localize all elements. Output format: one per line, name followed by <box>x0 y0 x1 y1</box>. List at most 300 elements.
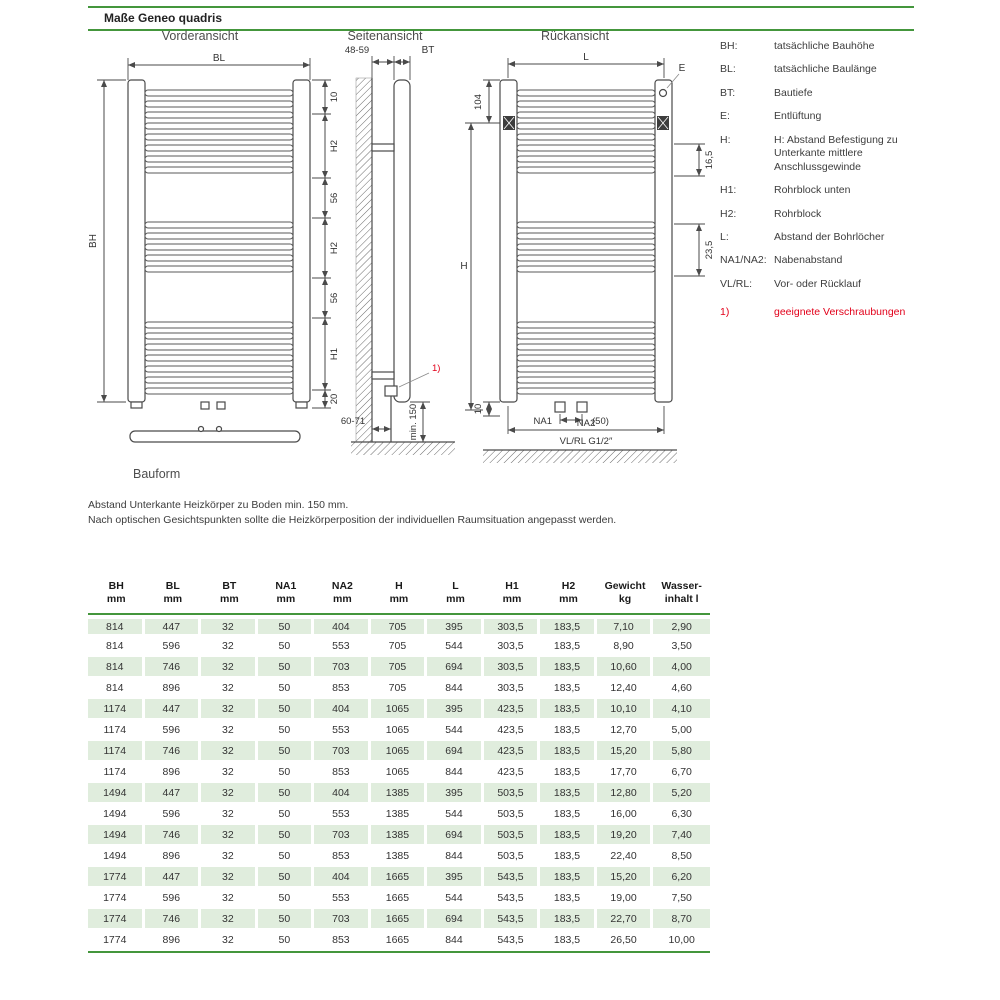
table-cell: 1385 <box>371 846 428 867</box>
table-cell: 183,5 <box>540 657 597 678</box>
legend-definition: Nabenabstand <box>774 254 843 267</box>
table-cell: 26,50 <box>597 930 654 951</box>
table-cell: 5,20 <box>653 783 710 804</box>
table-cell: 50 <box>258 678 315 699</box>
view-title-rear: Rückansicht <box>540 29 610 43</box>
table-cell: 1665 <box>371 930 428 951</box>
table-row <box>88 636 710 657</box>
table-cell: 1065 <box>371 762 428 783</box>
table-body <box>88 615 710 951</box>
page-title: Maße Geneo quadris <box>104 11 223 25</box>
table-cell: 544 <box>427 636 484 657</box>
table-cell: 1494 <box>88 783 145 804</box>
table-cell: 50 <box>258 615 315 636</box>
radiator-tube <box>517 167 655 173</box>
table-cell: 303,5 <box>484 678 541 699</box>
table-cell: 5,00 <box>653 720 710 741</box>
legend-definition: Vor- oder Rücklauf <box>774 277 861 290</box>
mounting-bracket-right <box>657 116 669 130</box>
side-view <box>341 29 455 455</box>
table-row <box>88 762 710 783</box>
wall-hatch <box>356 78 372 442</box>
table-cell: 1174 <box>88 720 145 741</box>
table-cell: 183,5 <box>540 678 597 699</box>
table-cell: 596 <box>145 888 202 909</box>
table-cell: 183,5 <box>540 741 597 762</box>
legend-definition: tatsächliche Bauhöhe <box>774 40 875 52</box>
dimension-drawing <box>85 26 725 491</box>
table-cell: 183,5 <box>540 888 597 909</box>
dim-label-20: 20 <box>329 393 340 405</box>
table-row <box>88 699 710 720</box>
table-cell: 844 <box>427 846 484 867</box>
table-cell: 6,70 <box>653 762 710 783</box>
column-header: BT mm <box>201 576 258 615</box>
dim-label-na1: NA1 <box>533 416 552 427</box>
table-cell: 1494 <box>88 846 145 867</box>
radiator-tube <box>517 156 655 162</box>
table-cell: 814 <box>88 678 145 699</box>
table-cell: 10,60 <box>597 657 654 678</box>
table-cell: 1174 <box>88 699 145 720</box>
table-cell: 404 <box>314 783 371 804</box>
dim-label-vlrl: VL/RL G1/2″ <box>559 436 613 447</box>
table-cell: 896 <box>145 678 202 699</box>
table-cell: 544 <box>427 804 484 825</box>
note-line: Nach optischen Gesichtspunkten sollte die Heizkörperposition der individuellen Raumsituation angepasst werden. <box>88 513 617 526</box>
dim-label-104: 104 <box>473 94 484 110</box>
table-cell: 746 <box>145 825 202 846</box>
legend-definition: tatsächliche Baulänge <box>774 63 877 76</box>
radiator-tube <box>145 123 293 129</box>
table-cell: 1174 <box>88 741 145 762</box>
table-cell: 50 <box>258 825 315 846</box>
table-cell: 746 <box>145 657 202 678</box>
column-header: L mm <box>427 576 484 615</box>
table-cell: 703 <box>314 825 371 846</box>
floor-hatch-side <box>351 442 455 455</box>
side-radiator-profile <box>394 80 410 402</box>
bauform-label: Bauform <box>133 467 181 481</box>
legend-item <box>720 110 916 123</box>
legend-item <box>720 134 916 174</box>
table-cell: 1385 <box>371 804 428 825</box>
table-cell: 183,5 <box>540 720 597 741</box>
table-cell: 303,5 <box>484 636 541 657</box>
dim-label-e: E <box>678 63 686 74</box>
table-cell: 1065 <box>371 741 428 762</box>
table-cell: 395 <box>427 783 484 804</box>
radiator-tube <box>145 145 293 151</box>
air-vent <box>660 90 667 97</box>
table-cell: 746 <box>145 741 202 762</box>
table-cell: 32 <box>201 825 258 846</box>
table-cell: 694 <box>427 741 484 762</box>
front-left-collector <box>128 80 145 402</box>
table-cell: 447 <box>145 783 202 804</box>
table-cell: 395 <box>427 867 484 888</box>
column-header: NA2 mm <box>314 576 371 615</box>
radiator-tube <box>145 322 293 328</box>
table-cell: 32 <box>201 762 258 783</box>
table-row <box>88 909 710 930</box>
radiator-tube <box>517 101 655 107</box>
dim-label-56-a: 56 <box>329 192 340 204</box>
table-header-row <box>88 576 710 615</box>
radiator-tube <box>145 233 293 239</box>
table-cell: 183,5 <box>540 909 597 930</box>
table-cell: 50 <box>258 762 315 783</box>
table-cell: 543,5 <box>484 888 541 909</box>
radiator-tube <box>145 366 293 372</box>
table-cell: 814 <box>88 657 145 678</box>
radiator-tube <box>517 333 655 339</box>
table-cell: 1385 <box>371 825 428 846</box>
table-cell: 50 <box>258 930 315 951</box>
table-cell: 1385 <box>371 783 428 804</box>
radiator-tube <box>145 355 293 361</box>
legend-definition: geeignete Verschraubungen <box>774 306 906 319</box>
legend-item <box>720 231 916 244</box>
table-cell: 4,00 <box>653 657 710 678</box>
table-cell: 50 <box>258 909 315 930</box>
legend-term: H2: <box>720 207 737 220</box>
radiator-tube <box>517 255 655 261</box>
radiator-tube <box>517 145 655 151</box>
table-cell: 6,30 <box>653 804 710 825</box>
legend-definition: Rohrblock <box>774 207 822 220</box>
table-cell: 17,70 <box>597 762 654 783</box>
table-cell: 553 <box>314 720 371 741</box>
table-cell: 16,00 <box>597 804 654 825</box>
table-cell: 1665 <box>371 909 428 930</box>
note-line: Abstand Unterkante Heizkörper zu Boden min. 150 mm. <box>88 499 349 511</box>
table-cell: 543,5 <box>484 930 541 951</box>
front-connection-stub <box>201 402 209 409</box>
radiator-tube <box>145 266 293 272</box>
table-cell: 15,20 <box>597 741 654 762</box>
table-cell: 183,5 <box>540 615 597 636</box>
legend-term: NA1/NA2: <box>720 254 767 267</box>
legend-item <box>720 254 916 267</box>
table-cell: 32 <box>201 678 258 699</box>
table-cell: 303,5 <box>484 615 541 636</box>
table-cell: 694 <box>427 825 484 846</box>
table-cell: 596 <box>145 720 202 741</box>
radiator-tube <box>145 377 293 383</box>
front-connection-stub <box>217 402 225 409</box>
table-row <box>88 888 710 909</box>
radiator-tube <box>517 322 655 328</box>
radiator-tube <box>517 355 655 361</box>
front-right-dims <box>312 80 340 408</box>
table-cell: 1065 <box>371 720 428 741</box>
table-cell: 703 <box>314 741 371 762</box>
table-row <box>88 867 710 888</box>
dim-label-bh: BH <box>88 234 99 248</box>
dim-label-bt: BT <box>421 45 435 56</box>
dim-label-na2: NA2 <box>576 418 596 429</box>
dim-label-bl: BL <box>212 53 226 64</box>
legend-term: BH: <box>720 40 738 52</box>
dim-label-bottom-gap: 60-71 <box>340 416 366 427</box>
legend-definition: Entlüftung <box>774 110 822 123</box>
radiator-tube <box>145 255 293 261</box>
radiator-tube <box>517 90 655 96</box>
radiator-tube <box>517 366 655 372</box>
table-cell: 183,5 <box>540 930 597 951</box>
table-cell: 32 <box>201 783 258 804</box>
rear-tubes <box>517 90 655 394</box>
radiator-tube <box>145 333 293 339</box>
bauform-drawing <box>130 427 300 443</box>
table-cell: 503,5 <box>484 825 541 846</box>
table-cell: 544 <box>427 888 484 909</box>
radiator-tube <box>145 167 293 173</box>
legend-term: L: <box>720 230 729 243</box>
radiator-tube <box>145 244 293 250</box>
dim-label-l: L <box>583 52 589 63</box>
table-cell: 32 <box>201 804 258 825</box>
legend-item <box>720 87 916 100</box>
table-cell: 50 <box>258 888 315 909</box>
legend-term: H1: <box>720 184 737 197</box>
front-right-collector <box>293 80 310 402</box>
table-cell: 705 <box>371 678 428 699</box>
table-cell: 50 <box>258 846 315 867</box>
rear-view <box>460 29 715 463</box>
table-cell: 4,10 <box>653 699 710 720</box>
dim-label-56-b: 56 <box>329 292 340 304</box>
radiator-tube <box>145 222 293 228</box>
table-cell: 4,60 <box>653 678 710 699</box>
table-cell: 50 <box>258 783 315 804</box>
table-row <box>88 825 710 846</box>
table-cell: 853 <box>314 846 371 867</box>
column-header: H mm <box>371 576 428 615</box>
table-cell: 404 <box>314 615 371 636</box>
table-cell: 32 <box>201 636 258 657</box>
legend-term: VL/RL: <box>720 277 753 290</box>
table-cell: 1774 <box>88 867 145 888</box>
table-cell: 8,90 <box>597 636 654 657</box>
table-cell: 32 <box>201 909 258 930</box>
view-title-side: Seitenansicht <box>347 29 423 43</box>
table-cell: 183,5 <box>540 825 597 846</box>
legend-definition: Bautiefe <box>774 86 813 99</box>
legend-item <box>720 306 916 319</box>
radiator-tube <box>145 134 293 140</box>
table-cell: 3,50 <box>653 636 710 657</box>
rear-connection <box>577 402 587 412</box>
mounting-bracket-left <box>503 116 515 130</box>
table-cell: 503,5 <box>484 804 541 825</box>
front-right-foot <box>296 402 307 408</box>
radiator-tube <box>517 344 655 350</box>
legend-item <box>720 208 916 221</box>
table-cell: 844 <box>427 930 484 951</box>
table-cell: 1774 <box>88 888 145 909</box>
table-cell: 703 <box>314 909 371 930</box>
column-header: BH mm <box>88 576 145 615</box>
radiator-tube <box>517 244 655 250</box>
table-cell: 22,70 <box>597 909 654 930</box>
table-cell: 503,5 <box>484 783 541 804</box>
table-cell: 19,20 <box>597 825 654 846</box>
table-cell: 544 <box>427 720 484 741</box>
table-cell: 5,80 <box>653 741 710 762</box>
front-left-foot <box>131 402 142 408</box>
table-cell: 183,5 <box>540 867 597 888</box>
table-cell: 447 <box>145 699 202 720</box>
table-cell: 183,5 <box>540 804 597 825</box>
column-header: H2 mm <box>540 576 597 615</box>
radiator-tube <box>517 123 655 129</box>
table-cell: 10,00 <box>653 930 710 951</box>
dim-label-10-top: 10 <box>329 91 340 103</box>
table-row <box>88 804 710 825</box>
table-cell: 503,5 <box>484 846 541 867</box>
table-cell: 814 <box>88 615 145 636</box>
table-cell: 12,40 <box>597 678 654 699</box>
legend-definition: Rohrblock unten <box>774 184 851 197</box>
table-cell: 32 <box>201 615 258 636</box>
column-header: Gewicht kg <box>597 576 654 615</box>
table-cell: 50 <box>258 804 315 825</box>
dim-label-16-5: 16,5 <box>704 150 715 170</box>
table-cell: 705 <box>371 636 428 657</box>
radiator-tube <box>517 377 655 383</box>
table-cell: 7,40 <box>653 825 710 846</box>
table-cell: 12,70 <box>597 720 654 741</box>
table-cell: 6,20 <box>653 867 710 888</box>
table-cell: 814 <box>88 636 145 657</box>
table-cell: 1065 <box>371 699 428 720</box>
table-cell: 553 <box>314 888 371 909</box>
table-cell: 1665 <box>371 867 428 888</box>
table-cell: 7,50 <box>653 888 710 909</box>
table-cell: 694 <box>427 909 484 930</box>
table-cell: 32 <box>201 657 258 678</box>
table-cell: 50 <box>258 636 315 657</box>
dim-label-h1: H1 <box>329 347 340 361</box>
legend-definition: Abstand der Bohrlöcher <box>774 230 885 243</box>
radiator-tube <box>145 90 293 96</box>
side-bracket-bottom <box>372 372 394 379</box>
legend-item <box>720 278 916 291</box>
table-cell: 1494 <box>88 804 145 825</box>
table-cell: 404 <box>314 699 371 720</box>
table-cell: 896 <box>145 846 202 867</box>
table-cell: 423,5 <box>484 762 541 783</box>
dim-label-min-150: min. 150 <box>408 403 419 441</box>
legend-item <box>720 63 916 76</box>
table-cell: 596 <box>145 804 202 825</box>
table-cell: 32 <box>201 930 258 951</box>
table-cell: 694 <box>427 657 484 678</box>
legend <box>720 40 916 330</box>
table-cell: 15,20 <box>597 867 654 888</box>
table-cell: 447 <box>145 615 202 636</box>
radiator-tube <box>145 101 293 107</box>
table-cell: 404 <box>314 867 371 888</box>
floor-hatch-rear <box>483 450 677 463</box>
legend-term: H: <box>720 133 731 146</box>
dimension-table <box>88 576 710 953</box>
table-cell: 12,80 <box>597 783 654 804</box>
table-row <box>88 657 710 678</box>
table-cell: 447 <box>145 867 202 888</box>
table-cell: 596 <box>145 636 202 657</box>
table-cell: 50 <box>258 657 315 678</box>
table-cell: 50 <box>258 741 315 762</box>
table-cell: 853 <box>314 762 371 783</box>
table-row <box>88 615 710 636</box>
front-view <box>88 29 340 481</box>
table-row <box>88 783 710 804</box>
legend-term: 1) <box>720 306 730 319</box>
dim-label-h2-a: H2 <box>329 139 340 153</box>
table-cell: 32 <box>201 741 258 762</box>
side-valve <box>385 386 397 396</box>
radiator-tube <box>145 112 293 118</box>
radiator-tube <box>145 388 293 394</box>
radiator-tube <box>517 233 655 239</box>
table-cell: 50 <box>258 699 315 720</box>
table-cell: 746 <box>145 909 202 930</box>
table-cell: 553 <box>314 636 371 657</box>
dim-label-h2-b: H2 <box>329 241 340 255</box>
footnote-ref-label: 1) <box>432 363 441 374</box>
table-bottom-rule <box>88 951 710 953</box>
table-cell: 10,10 <box>597 699 654 720</box>
table-cell: 703 <box>314 657 371 678</box>
radiator-tube <box>517 112 655 118</box>
table-cell: 1774 <box>88 909 145 930</box>
table-cell: 303,5 <box>484 657 541 678</box>
table-cell: 7,10 <box>597 615 654 636</box>
table-cell: 50 <box>258 720 315 741</box>
legend-term: E: <box>720 110 730 123</box>
legend-item <box>720 40 916 53</box>
radiator-tube <box>517 266 655 272</box>
table-cell: 395 <box>427 699 484 720</box>
table-cell: 705 <box>371 657 428 678</box>
radiator-tube <box>517 388 655 394</box>
table-row <box>88 678 710 699</box>
radiator-tube <box>517 222 655 228</box>
column-header: Wasser- inhalt l <box>653 576 710 615</box>
table-cell: 896 <box>145 930 202 951</box>
dim-label-23-5: 23,5 <box>704 240 715 260</box>
table-cell: 32 <box>201 720 258 741</box>
table-cell: 553 <box>314 804 371 825</box>
radiator-tube <box>145 344 293 350</box>
table-cell: 32 <box>201 699 258 720</box>
legend-term: BT: <box>720 86 736 99</box>
table-cell: 543,5 <box>484 867 541 888</box>
table-cell: 423,5 <box>484 741 541 762</box>
table-cell: 1174 <box>88 762 145 783</box>
table-cell: 896 <box>145 762 202 783</box>
dim-label-50: (50) <box>592 416 609 427</box>
table-cell: 1774 <box>88 930 145 951</box>
table-cell: 1494 <box>88 825 145 846</box>
table-cell: 32 <box>201 867 258 888</box>
table-cell: 32 <box>201 846 258 867</box>
table-cell: 844 <box>427 762 484 783</box>
dim-label-wall-gap: 48-59 <box>344 45 370 56</box>
